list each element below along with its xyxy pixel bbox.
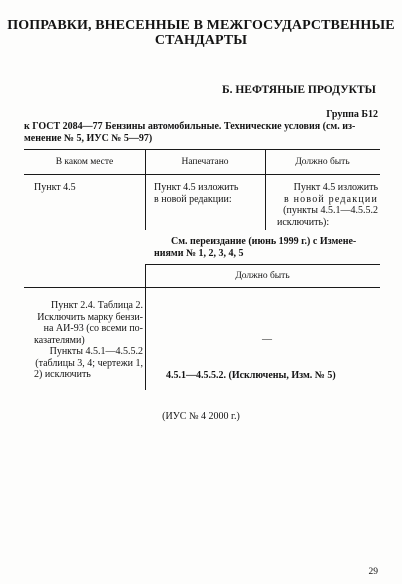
page-title [0, 18, 402, 48]
row1-printed-line-2: в новой редакции: [154, 193, 232, 205]
second-header-bottom-border [24, 287, 380, 288]
row2-place-line-7: 2) исключить [34, 369, 91, 380]
section-heading: Б. НЕФТЯНЫЕ ПРОДУКТЫ [222, 84, 376, 96]
row2-place-line-6: (таблицы 3, 4; чертежи 1, [35, 357, 143, 369]
gost-line-1: к ГОСТ 2084—77 Бензины автомобильные. Технические условия (см. из- [24, 121, 356, 132]
row2-place-line-3: на АИ-93 (со всеми по- [43, 323, 143, 334]
row1-should-be-line-1: Пункт 4.5 изложить [293, 182, 378, 193]
row1-should-be [269, 182, 378, 228]
table-header-border [24, 174, 380, 175]
row2-place-line-5: Пункты 4.5.1—4.5.5.2 [49, 346, 143, 357]
gost-reference [24, 121, 380, 145]
reissue-line-1: См. переиздание (июнь 1999 г.) с Измене- [171, 236, 357, 247]
title-line-2: СТАНДАРТЫ [154, 33, 248, 48]
table-top-border [24, 149, 380, 150]
column-header-place: В каком месте [55, 157, 114, 167]
row2-place-line-1: Пункт 2.4. Таблица 2. [51, 300, 143, 311]
title-line-1: ПОПРАВКИ, ВНЕСЕННЫЕ В МЕЖГОСУДАРСТВЕННЫЕ [7, 18, 395, 33]
row2-place [24, 300, 143, 381]
row2-result: 4.5.1—4.5.5.2. (Исключены, Изм. № 5) [166, 370, 336, 381]
row1-printed-line-1: Пункт 4.5 изложить [154, 182, 239, 193]
second-header-top-border [145, 264, 380, 265]
group-label: Группа Б12 [326, 109, 378, 120]
row2-printed-dash: — [262, 334, 272, 345]
row2-place-line-4: казателями) [34, 334, 85, 346]
column-header-should-be: Должно быть [295, 157, 350, 167]
column-divider-3 [145, 264, 146, 390]
second-header-should-be: Должно быть [235, 271, 290, 281]
row1-printed [154, 182, 238, 205]
reissue-line-2: ниями № 1, 2, 3, 4, 5 [154, 247, 244, 259]
column-header-printed: Напечатано [181, 157, 229, 167]
gost-line-2: менение № 5, ИУС № 5—97) [24, 133, 153, 144]
row1-place: Пункт 4.5 [34, 182, 76, 193]
ius-reference: (ИУС № 4 2000 г.) [162, 411, 240, 422]
row1-should-be-line-2: в новой редакции [283, 193, 378, 205]
page-number: 29 [368, 567, 378, 577]
reissue-note [154, 236, 380, 259]
row1-should-be-line-4: исключить): [277, 216, 330, 228]
row1-should-be-line-3: (пункты 4.5.1—4.5.5.2 [283, 205, 378, 216]
row2-place-line-2: Исключить марку бензи- [37, 311, 143, 323]
